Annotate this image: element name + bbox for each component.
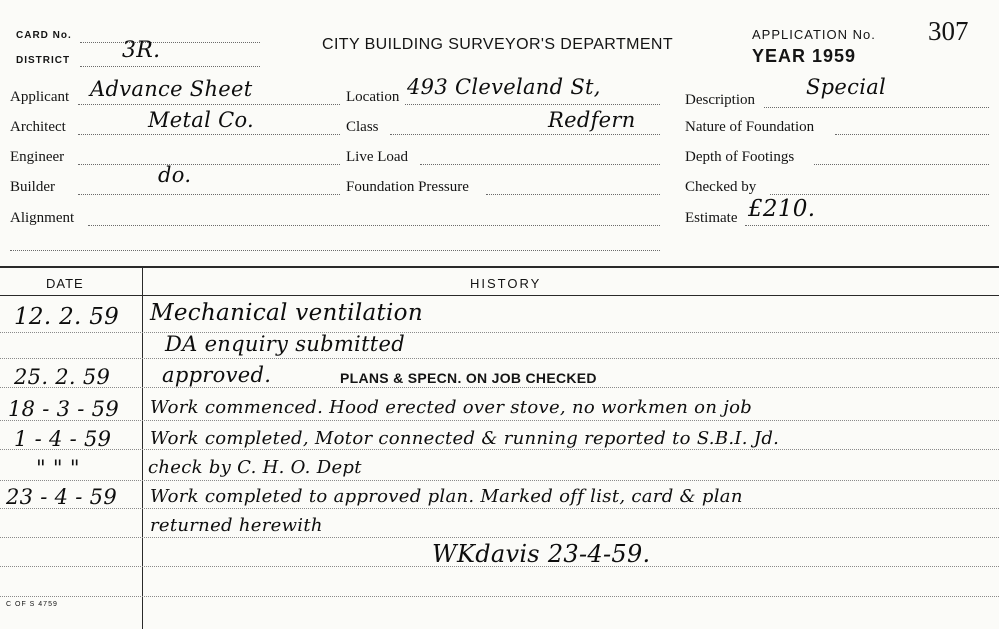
estimate-line (745, 225, 989, 226)
inspector-signature: WKdavis 23-4-59. (432, 540, 651, 568)
approval-stamp: PLANS & SPECN. ON JOB CHECKED (340, 370, 597, 386)
architect-label: Architect (10, 119, 66, 135)
history-date: " " " (36, 456, 80, 480)
history-text: Work completed, Motor connected & running reported to S.B.I. Jd. (150, 428, 780, 449)
live-load-label: Live Load (346, 149, 409, 165)
description-label: Description (685, 92, 755, 108)
ruled-line (0, 508, 999, 509)
builder-line (78, 194, 340, 195)
district-value: 3R. (122, 38, 161, 63)
form-code: C OF S 4759 (6, 601, 58, 608)
header-bottom-rule (0, 295, 999, 296)
engineer-line (78, 164, 340, 165)
history-date: 23 - 4 - 59 (6, 485, 117, 509)
ruled-line (0, 420, 999, 421)
estimate-value: £210. (748, 196, 816, 222)
ruled-line (0, 358, 999, 359)
card-no-line (80, 42, 260, 43)
history-text: returned herewith (150, 515, 323, 536)
foundation-pressure-line (486, 194, 660, 195)
year-label: YEAR 1959 (752, 46, 857, 66)
district-label: DISTRICT (16, 55, 71, 66)
application-label: APPLICATION No. (752, 27, 876, 42)
history-date: 12. 2. 59 (14, 304, 120, 330)
alignment-line-2 (10, 250, 660, 251)
alignment-line (88, 225, 660, 226)
applicant-label: Applicant (10, 89, 70, 105)
history-text: check by C. H. O. Dept (148, 457, 362, 478)
class-value: Redfern (548, 108, 636, 132)
table-top-rule (0, 266, 999, 268)
district-line (80, 66, 260, 67)
history-column-header: HISTORY (470, 276, 542, 291)
architect-line (78, 134, 340, 135)
nature-foundation-line (835, 134, 989, 135)
live-load-line (420, 164, 660, 165)
foundation-pressure-label: Foundation Pressure (346, 179, 469, 195)
ruled-line (0, 332, 999, 333)
class-label: Class (346, 119, 379, 135)
history-date: 25. 2. 59 (14, 365, 111, 389)
department-title: CITY BUILDING SURVEYOR'S DEPARTMENT (322, 36, 674, 53)
date-column-header: DATE (46, 276, 84, 291)
ruled-line (0, 449, 999, 450)
card-no-label: CARD No. (16, 30, 72, 41)
history-text: Work commenced. Hood erected over stove, no workmen on job (150, 397, 753, 418)
description-line (764, 107, 989, 108)
location-value: 493 Cleveland St, (407, 75, 601, 99)
estimate-label: Estimate (685, 210, 738, 226)
architect-value: Metal Co. (148, 108, 254, 132)
depth-footings-line (814, 164, 989, 165)
ruled-line (0, 537, 999, 538)
application-number: 307 (928, 16, 969, 46)
history-date: 18 - 3 - 59 (8, 397, 119, 421)
checked-by-label: Checked by (685, 179, 757, 195)
class-line (390, 134, 660, 135)
history-text: Mechanical ventilation (150, 300, 423, 326)
depth-footings-label: Depth of Footings (685, 149, 795, 165)
location-line (405, 104, 660, 105)
location-label: Location (346, 89, 400, 105)
column-divider (142, 266, 143, 629)
history-text: DA enquiry submitted (165, 332, 406, 356)
builder-value: do. (158, 163, 192, 187)
history-text: approved. (162, 363, 272, 387)
history-text: Work completed to approved plan. Marked off list, card & plan (150, 486, 743, 507)
nature-foundation-label: Nature of Foundation (685, 119, 815, 135)
description-value: Special (806, 75, 887, 99)
engineer-label: Engineer (10, 149, 65, 165)
applicant-line (78, 104, 340, 105)
ruled-line (0, 387, 999, 388)
ruled-line (0, 596, 999, 597)
alignment-label: Alignment (10, 210, 75, 226)
builder-label: Builder (10, 179, 55, 195)
history-date: 1 - 4 - 59 (14, 427, 112, 451)
ruled-line (0, 480, 999, 481)
applicant-value: Advance Sheet (90, 77, 253, 101)
checked-by-line (770, 194, 989, 195)
